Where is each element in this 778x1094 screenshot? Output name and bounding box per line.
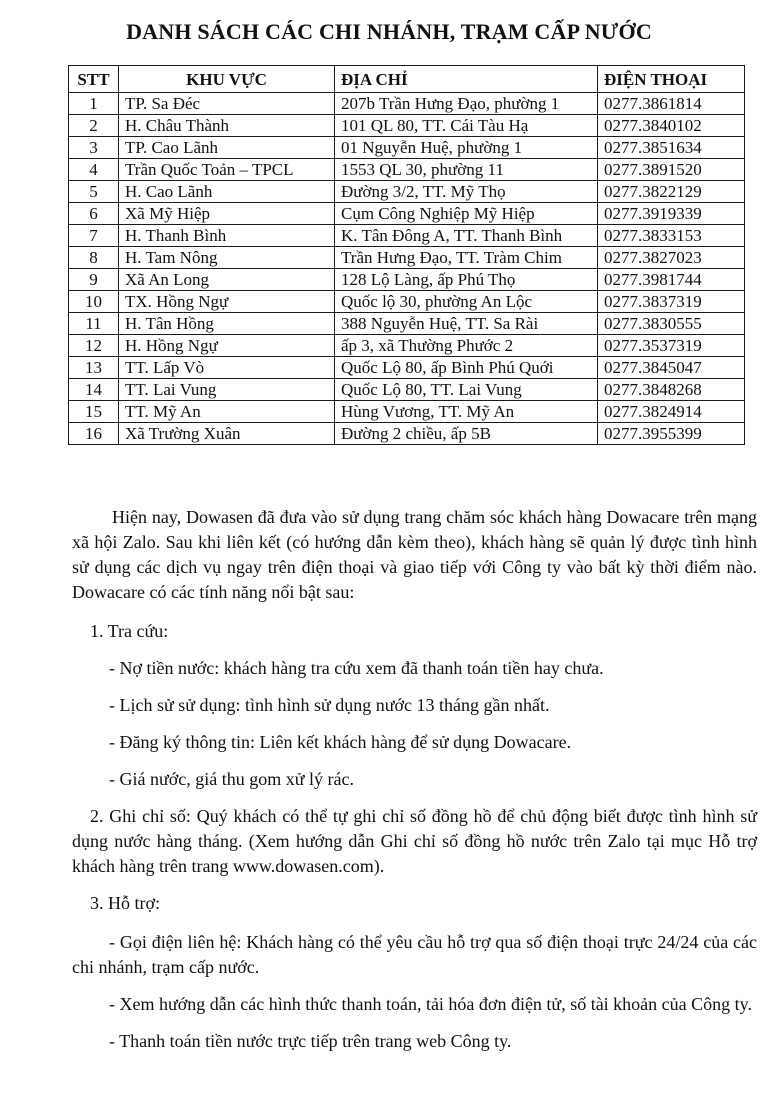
table-row [69,313,745,335]
cell-dia-chi: Cụm Công Nghiệp Mỹ Hiệp [335,203,598,225]
section-3-heading: 3. Hỗ trợ: [90,893,161,913]
cell-dien-thoai: 0277.3824914 [598,401,745,423]
cell-dia-chi: 01 Nguyễn Huệ, phường 1 [335,137,598,159]
cell-dien-thoai: 0277.3851634 [598,137,745,159]
table-row [69,93,745,115]
cell-stt: 13 [69,357,119,379]
cell-khu-vuc: Xã An Long [119,269,335,291]
table-body [69,93,745,445]
cell-dien-thoai: 0277.3891520 [598,159,745,181]
section-3-item: - Thanh toán tiền nước trực tiếp trên trang web Công ty. [109,1031,512,1051]
section-3-item: - Xem hướng dẫn các hình thức thanh toán, tải hóa đơn điện tử, số tài khoản của Công ty. [109,994,752,1014]
cell-dia-chi: 101 QL 80, TT. Cái Tàu Hạ [335,115,598,137]
cell-stt: 12 [69,335,119,357]
cell-dien-thoai: 0277.3537319 [598,335,745,357]
cell-stt: 8 [69,247,119,269]
table-row [69,159,745,181]
cell-dia-chi: Quốc Lộ 80, ấp Bình Phú Quới [335,357,598,379]
cell-dien-thoai: 0277.3840102 [598,115,745,137]
cell-dien-thoai: 0277.3955399 [598,423,745,445]
table-row [69,225,745,247]
cell-dien-thoai: 0277.3861814 [598,93,745,115]
cell-khu-vuc: H. Thanh Bình [119,225,335,247]
cell-dien-thoai: 0277.3845047 [598,357,745,379]
cell-stt: 6 [69,203,119,225]
cell-dien-thoai: 0277.3981744 [598,269,745,291]
cell-dia-chi: Đường 3/2, TT. Mỹ Thọ [335,181,598,203]
page-title: DANH SÁCH CÁC CHI NHÁNH, TRẠM CẤP NƯỚC [126,19,652,44]
cell-dien-thoai: 0277.3827023 [598,247,745,269]
cell-khu-vuc: Trần Quốc Toản – TPCL [119,159,335,181]
section-3-item: - Gọi điện liên hệ: Khách hàng có thể yêu cầu hỗ trợ qua số điện thoại trực 24/24 của các chi nhánh, trạm cấp nước. [72,932,757,977]
cell-dia-chi: 207b Trần Hưng Đạo, phường 1 [335,93,598,115]
cell-khu-vuc: H. Tam Nông [119,247,335,269]
section-1-item: - Lịch sử sử dụng: tình hình sử dụng nước 13 tháng gần nhất. [109,695,550,715]
table-row [69,423,745,445]
cell-stt: 1 [69,93,119,115]
table-row [69,291,745,313]
cell-stt: 11 [69,313,119,335]
intro-paragraph: Hiện nay, Dowasen đã đưa vào sử dụng trang chăm sóc khách hàng Dowacare trên mạng xã hội Zalo. Sau khi liên kết (có hướng dẫn kèm theo), khách hàng sẽ quản lý được tình hình sử dụng các dịch vụ ngay trên điện thoại và giao tiếp với Công ty vào bất kỳ thời điểm nào. Dowacare có các tính năng nổi bật sau: [72,507,757,602]
header-dien-thoai: ĐIỆN THOẠI [598,66,745,93]
cell-dia-chi: 128 Lộ Làng, ấp Phú Thọ [335,269,598,291]
cell-khu-vuc: Xã Mỹ Hiệp [119,203,335,225]
cell-dien-thoai: 0277.3830555 [598,313,745,335]
cell-khu-vuc: TT. Lai Vung [119,379,335,401]
body-text [72,505,757,1054]
cell-stt: 7 [69,225,119,247]
cell-dia-chi: Đường 2 chiều, ấp 5B [335,423,598,445]
header-khu-vuc: KHU VỰC [119,66,335,93]
cell-stt: 5 [69,181,119,203]
cell-dia-chi: Hùng Vương, TT. Mỹ An [335,401,598,423]
cell-stt: 10 [69,291,119,313]
cell-dia-chi: 388 Nguyễn Huệ, TT. Sa Rài [335,313,598,335]
section-1-item: - Giá nước, giá thu gom xử lý rác. [109,769,354,789]
cell-khu-vuc: H. Hồng Ngự [119,335,335,357]
table-row [69,357,745,379]
table-row [69,203,745,225]
table-row [69,379,745,401]
table-row [69,401,745,423]
table-row [69,335,745,357]
cell-khu-vuc: TX. Hồng Ngự [119,291,335,313]
section-1-item: - Đăng ký thông tin: Liên kết khách hàng để sử dụng Dowacare. [109,732,572,752]
branch-table [68,65,745,445]
cell-stt: 9 [69,269,119,291]
cell-stt: 14 [69,379,119,401]
cell-khu-vuc: TT. Mỹ An [119,401,335,423]
section-1-heading: 1. Tra cứu: [90,621,169,641]
cell-dia-chi: ấp 3, xã Thường Phước 2 [335,335,598,357]
section-1-item: - Nợ tiền nước: khách hàng tra cứu xem đã thanh toán tiền hay chưa. [109,658,604,678]
cell-dien-thoai: 0277.3822129 [598,181,745,203]
cell-khu-vuc: Xã Trường Xuân [119,423,335,445]
cell-stt: 15 [69,401,119,423]
table-row [69,181,745,203]
table-row [69,269,745,291]
cell-dien-thoai: 0277.3837319 [598,291,745,313]
header-stt: STT [69,66,119,93]
cell-dia-chi: Quốc Lộ 80, TT. Lai Vung [335,379,598,401]
cell-khu-vuc: H. Châu Thành [119,115,335,137]
section-2-paragraph: 2. Ghi chỉ số: Quý khách có thể tự ghi chỉ số đồng hồ để chủ động biết được tình hình sử dụng nước hàng tháng. (Xem hướng dẫn Ghi chỉ số đồng hồ nước trên Zalo tại mục Hỗ trợ khách hàng trên trang www.dowasen.com). [72,806,757,876]
cell-khu-vuc: H. Cao Lãnh [119,181,335,203]
cell-khu-vuc: H. Tân Hồng [119,313,335,335]
cell-khu-vuc: TT. Lấp Vò [119,357,335,379]
cell-stt: 3 [69,137,119,159]
cell-dien-thoai: 0277.3919339 [598,203,745,225]
cell-dia-chi: 1553 QL 30, phường 11 [335,159,598,181]
cell-dia-chi: K. Tân Đông A, TT. Thanh Bình [335,225,598,247]
table-row [69,115,745,137]
cell-stt: 16 [69,423,119,445]
cell-stt: 2 [69,115,119,137]
cell-dien-thoai: 0277.3833153 [598,225,745,247]
cell-dien-thoai: 0277.3848268 [598,379,745,401]
cell-dia-chi: Quốc lộ 30, phường An Lộc [335,291,598,313]
table-row [69,137,745,159]
cell-stt: 4 [69,159,119,181]
table-row [69,247,745,269]
cell-khu-vuc: TP. Cao Lãnh [119,137,335,159]
cell-khu-vuc: TP. Sa Đéc [119,93,335,115]
header-dia-chi: ĐỊA CHỈ [335,66,598,93]
cell-dia-chi: Trần Hưng Đạo, TT. Tràm Chim [335,247,598,269]
table-header-row [69,66,745,93]
